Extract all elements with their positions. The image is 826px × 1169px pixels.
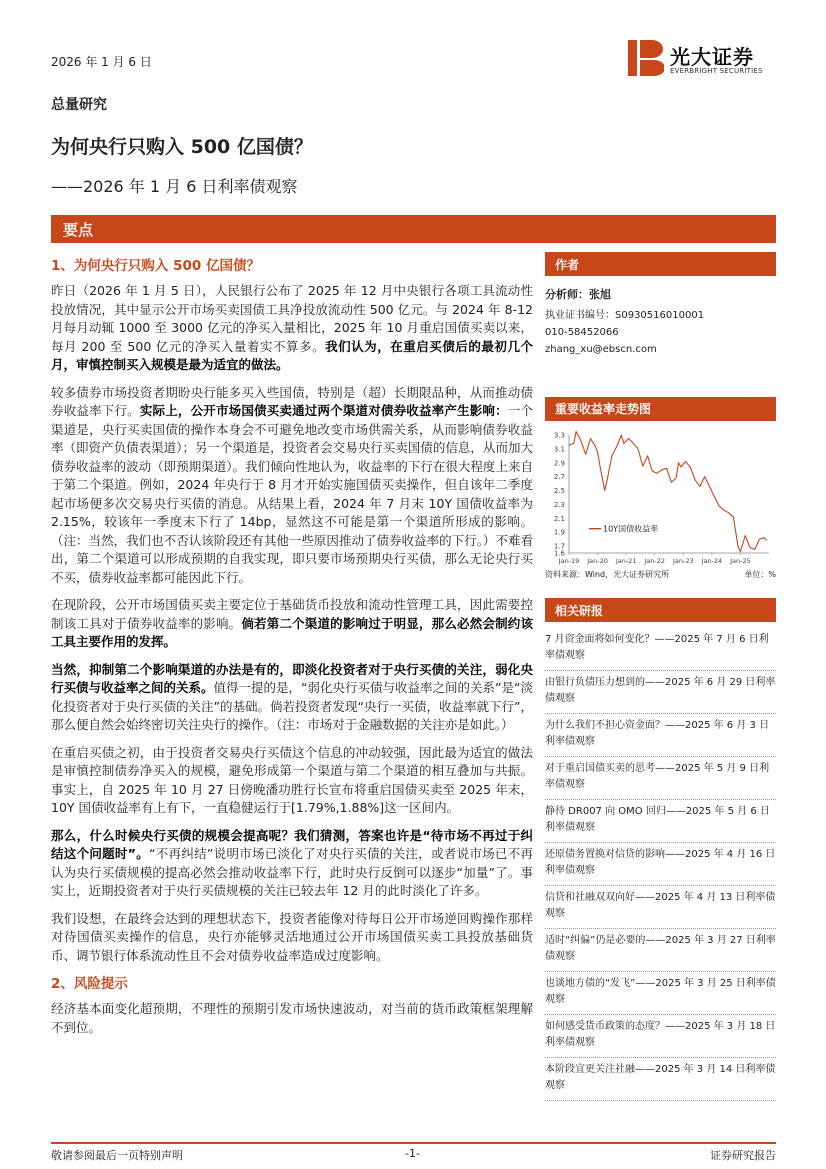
chart-header: 重要收益率走势图 xyxy=(545,397,776,421)
logo-cn-text: 光大证券 xyxy=(670,45,754,69)
body-paragraph xyxy=(51,596,533,652)
series-line-10y-yield xyxy=(569,432,767,552)
y-tick-label: 2.7 xyxy=(553,473,565,482)
bold-emphasis: 倘若第二个渠道的影响过于明显，那么必然会制约该工具主要作用的发挥。 xyxy=(51,615,533,649)
x-tick-label: Jan-22 xyxy=(644,557,666,565)
chart-unit: 单位：% xyxy=(744,570,776,579)
y-tick-label: 2.3 xyxy=(553,500,565,509)
body-paragraph xyxy=(51,910,533,966)
analyst-phone: 010-58452066 xyxy=(545,327,619,338)
summary-bar xyxy=(51,215,776,243)
report-subtitle: ——2026 年 1 月 6 日利率债观察 xyxy=(51,177,298,196)
report-category: 总量研究 xyxy=(51,97,107,113)
y-tick-label: 3.1 xyxy=(553,445,565,454)
body-paragraph xyxy=(51,1000,533,1037)
paragraph-text: 较多债券市场投资者期盼央行能多买入些国债，特别是（超）长期限品种，从而推动债券收益率下行。 xyxy=(51,384,533,418)
paragraph-text: 在现阶段，公开市场国债买卖主要定位于基础货币投放和流动性管理工具，因此需要控制该工具对于债券收益率的影响。 xyxy=(51,597,533,631)
y-tick-label: 3.3 xyxy=(553,431,565,440)
paragraph-text: 经济基本面变化超预期，不理性的预期引发市场快速波动，对当前的货币政策框架理解不到位。 xyxy=(51,1001,533,1035)
section-heading: 1、为何央行只购入 500 亿国债？ xyxy=(51,258,260,274)
related-reports xyxy=(545,598,776,1101)
x-tick-label: Jan-20 xyxy=(587,557,608,565)
related-report-link[interactable]: 还原债务置换对信贷的影响——2025 年 4 月 16 日利率债观察 xyxy=(545,843,776,886)
related-report-link[interactable]: 由银行负债压力想到的——2025 年 6 月 29 日利率债观察 xyxy=(545,671,776,714)
x-tick-label: Jan-25 xyxy=(730,557,751,565)
footer-divider xyxy=(51,1142,776,1144)
y-tick-label: 1.6 xyxy=(553,549,565,558)
logo-en-text: EVERBRIGHT SECURITIES xyxy=(670,67,763,75)
footer-report-type: 证券研究报告 xyxy=(710,1149,776,1162)
body-paragraph xyxy=(51,744,533,818)
related-header: 相关研报 xyxy=(545,598,776,622)
y-tick-label: 1.9 xyxy=(553,528,565,537)
related-report-link[interactable]: 适时“纠偏”仍是必要的——2025 年 3 月 27 日利率债观察 xyxy=(545,929,776,972)
related-report-link[interactable]: 7 月资金面将如何变化？——2025 年 7 月 6 日利率债观察 xyxy=(545,628,776,671)
y-tick-label: 2.1 xyxy=(553,514,565,523)
related-report-link[interactable]: 本阶段宜更关注社融——2025 年 3 月 14 日利率债观察 xyxy=(545,1058,776,1101)
legend-label: 10Y国债收益率 xyxy=(603,524,659,534)
paragraph-text: 昨日（2026 年 1 月 5 日），人民银行公布了 2025 年 12 月中央银行各项工具流动性投放情况，其中显示公开市场买卖国债工具净投放流动性 500 亿元。与 2024 年 8-12 月每月动辄 1000 至 3000 亿元的净买入量相比，2025 年 10 月重启国债买卖以来，每月 200 至 500 亿元的净买入量着实不算多。 xyxy=(51,283,533,354)
related-report-link[interactable]: 如何感受货币政策的态度？——2025 年 3 月 18 日利率债观察 xyxy=(545,1015,776,1058)
chart-footer xyxy=(545,569,776,583)
related-report-link[interactable]: 静待 DR007 向 OMO 回归——2025 年 5 月 6 日利率债观察 xyxy=(545,800,776,843)
bold-emphasis: 实际上，公开市场国债买卖通过两个渠道对债券收益率产生影响： xyxy=(139,403,508,418)
related-report-link[interactable]: 信贷和社融双双向好——2025 年 4 月 13 日利率债观察 xyxy=(545,886,776,929)
related-report-link[interactable]: 为什么我们不担心资金面？——2025 年 6 月 3 日利率债观察 xyxy=(545,714,776,757)
y-tick-label: 2.9 xyxy=(553,459,565,468)
report-title: 为何央行只购入 500 亿国债？ xyxy=(51,136,313,158)
paragraph-text: 值得一提的是，“弱化央行买债与收益率之间的关系”是“淡化投资者对于央行买债的关注”的基础。倘若投资者发现“央行一买债，收益率就下行”，那么便自然会始终密切关注央行的操作。（注：市场对于金融数据的关注亦是如此。） xyxy=(51,680,533,732)
author-header: 作者 xyxy=(545,252,776,276)
y-tick-label: 1.7 xyxy=(553,542,565,551)
body-paragraph xyxy=(51,661,533,735)
footer-disclaimer: 敬请参阅最后一页特别声明 xyxy=(51,1149,183,1162)
related-report-link[interactable]: 也谈地方债的“发飞”——2025 年 3 月 25 日利率债观察 xyxy=(545,972,776,1015)
author-block xyxy=(545,252,776,358)
yield-chart-block xyxy=(545,397,776,583)
analyst-cert: 执业证书编号：S0930516010001 xyxy=(545,310,705,321)
body-paragraph xyxy=(51,384,533,588)
bold-emphasis: 当然，抑制第二个影响渠道的办法是有的，即淡化投资者对于央行买债的关注，弱化央行买债与收益率之间的关系。 xyxy=(51,661,533,695)
paragraph-text: 在重启买债之初，由于投资者交易央行买债这个信息的冲动较强，因此最为适宜的做法是审慎控制债券净买入的规模，避免形成第一个渠道与第二个渠道的相互叠加与共振。事实上，自 2025 年 10 月 27 日傍晚潘功胜行长宣布将重启国债买卖至 2025 年末，10Y 国债收益率有上有下，一直稳健运行于[1.79%,1.88%]这一区间内。 xyxy=(51,744,533,815)
page-number: -1- xyxy=(405,1147,420,1160)
chart-source: 资料来源：Wind，光大证券研究所 xyxy=(545,570,670,579)
x-tick-label: Jan-19 xyxy=(558,557,580,565)
company-logo xyxy=(626,38,776,78)
section-heading: 2、风险提示 xyxy=(51,976,128,992)
related-report-link[interactable]: 对于重启国债买卖的思考——2025 年 5 月 9 日利率债观察 xyxy=(545,757,776,800)
paragraph-text: “不再纠结”说明市场已淡化了对央行买债的关注，或者说市场已不再认为央行买债规模的提高必然会推动收益率下行，此时央行反倒可以逐步“加量”了。事实上，近期投资者对于央行买债规模的关注已较去年 12 月的此时淡化了许多。 xyxy=(51,846,534,898)
analyst-email[interactable]: zhang_xu@ebscn.com xyxy=(545,344,657,355)
body-paragraph xyxy=(51,282,533,375)
paragraph-text: 一个渠道是，央行买卖国债的操作本身会不可避免地改变市场供需关系，从而影响债券收益率（即资产负债表渠道）；另一个渠道是，投资者会交易央行买卖国债的信息，从而加大债券收益率的波动（即预期渠道）。我们倾向性地认为，收益率的下行在很大程度上来自于第二个渠道。例如，2024 年央行于 8 月才开始实施国债买卖操作，但自该年二季度起市场便多次交易央行买债的消息。从结果上看，2024 年 7 月末 10Y 国债收益率为 2.15%，较该年一季度末下行了 14bp，显然这不可能是第一个渠道所形成的影响。（注：当然，我们也不否认该阶段还有其他一些原因推动了债券收益率的下行。）不难看出，第二个渠道可以形成预期的自我实现，即只要市场预期央行买债，那么无论央行买不买，债券收益率都可能因此下行。 xyxy=(51,403,533,585)
yield-line-chart xyxy=(545,427,776,567)
bold-emphasis: 那么，什么时候央行买债的规模会提高呢？我们猜测，答案也许是“待市场不再过于纠结这个问题时”。 xyxy=(51,827,533,861)
y-tick-label: 2.5 xyxy=(553,487,565,496)
related-list xyxy=(545,628,776,1101)
main-content xyxy=(51,256,533,1046)
analyst-name: 分析师：张旭 xyxy=(545,288,611,301)
summary-label: 要点 xyxy=(63,221,94,239)
everbright-logo-icon xyxy=(626,38,664,78)
paragraph-text: 我们设想，在最终会达到的理想状态下，投资者能像对待每日公开市场逆回购操作那样对待国债买卖操作的信息，央行亦能够灵活地通过公开市场国债买卖工具投放基础货币、调节银行体系流动性且不会对债券收益率造成过度影响。 xyxy=(51,910,533,963)
bold-emphasis: 我们认为，在重启买债后的最初几个月，审慎控制买入规模是最为适宜的做法。 xyxy=(51,338,533,372)
body-paragraph xyxy=(51,827,533,901)
x-tick-label: Jan-24 xyxy=(701,557,723,565)
x-tick-label: Jan-21 xyxy=(615,557,637,565)
report-date: 2026 年 1 月 6 日 xyxy=(51,55,152,69)
x-tick-label: Jan-23 xyxy=(672,557,694,565)
